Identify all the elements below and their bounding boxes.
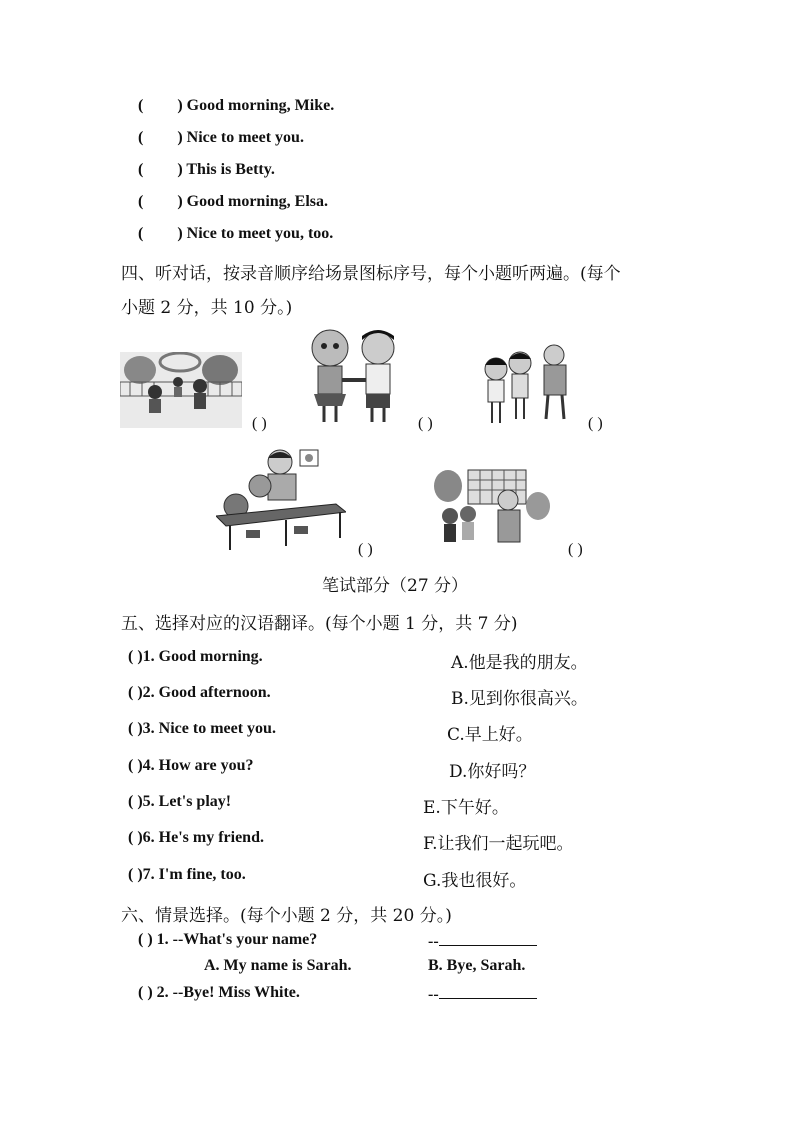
answer-line[interactable]: -- (428, 931, 537, 951)
answer-blank[interactable]: ( ) (588, 415, 603, 432)
park-scene-picture (120, 352, 242, 428)
answer-option: C.早上好。 (447, 725, 533, 745)
list-item-text: Nice to meet you. (186, 129, 304, 146)
answer-option: F.让我们一起玩吧。 (423, 834, 574, 854)
section4-heading: 四、听对话，按录音顺序给场景图标序号，每个小题听两遍。(每个 (121, 264, 621, 284)
written-part-title: 笔试部分（27 分） (322, 576, 469, 596)
question-row: ( )4. How are you? (128, 757, 254, 774)
list-item-text: Nice to meet you, too. (186, 225, 334, 242)
answer-option: D.你好吗？ (449, 762, 536, 782)
answer-option: E.下午好。 (423, 798, 509, 818)
question-row: ( )2. Good afternoon. (128, 684, 271, 701)
question-row: ( ) 1. --What's your name? (138, 931, 318, 948)
answer-blank[interactable]: ( ) (252, 415, 267, 432)
option-b: B. Bye, Sarah. (428, 957, 526, 974)
question-row: ( )6. He's my friend. (128, 829, 264, 846)
answer-blank[interactable]: ( ) (568, 541, 583, 558)
question-row: ( )1. Good morning. (128, 648, 263, 665)
answer-blank[interactable]: ( ) (418, 415, 433, 432)
question-row: ( )3. Nice to meet you. (128, 720, 276, 737)
answer-option: G.我也很好。 (423, 871, 527, 891)
question-row: ( )5. Let's play! (128, 793, 232, 810)
classroom-picture (216, 446, 346, 552)
list-item: ( ) Nice to meet you, too. (138, 225, 334, 242)
answer-blank[interactable]: ( ) (358, 541, 373, 558)
section5-heading: 五、选择对应的汉语翻译。(每个小题 1 分，共 7 分) (121, 614, 518, 634)
school-scene-picture (428, 466, 550, 552)
section4-heading-cont: 小题 2 分，共 10 分。) (121, 298, 293, 318)
handshake-picture (302, 326, 406, 426)
section6-heading: 六、情景选择。(每个小题 2 分，共 20 分。) (121, 906, 452, 926)
answer-option: A.他是我的朋友。 (451, 653, 588, 673)
list-item-text: Good morning, Mike. (186, 97, 335, 114)
answer-option: B.见到你很高兴。 (451, 689, 588, 709)
kids-and-elder-picture (480, 343, 576, 427)
list-item: ( ) This is Betty. (138, 161, 275, 178)
question-row: ( )7. I'm fine, too. (128, 866, 246, 883)
answer-line[interactable]: -- (428, 984, 537, 1004)
list-item-text: Good morning, Elsa. (186, 193, 329, 210)
option-a: A. My name is Sarah. (204, 957, 352, 974)
list-item: ( ) Nice to meet you. (138, 129, 304, 146)
question-row: ( ) 2. --Bye! Miss White. (138, 984, 300, 1001)
list-item: ( ) Good morning, Mike. (138, 97, 335, 114)
list-item-text: This is Betty. (186, 161, 275, 178)
list-item: ( ) Good morning, Elsa. (138, 193, 329, 210)
